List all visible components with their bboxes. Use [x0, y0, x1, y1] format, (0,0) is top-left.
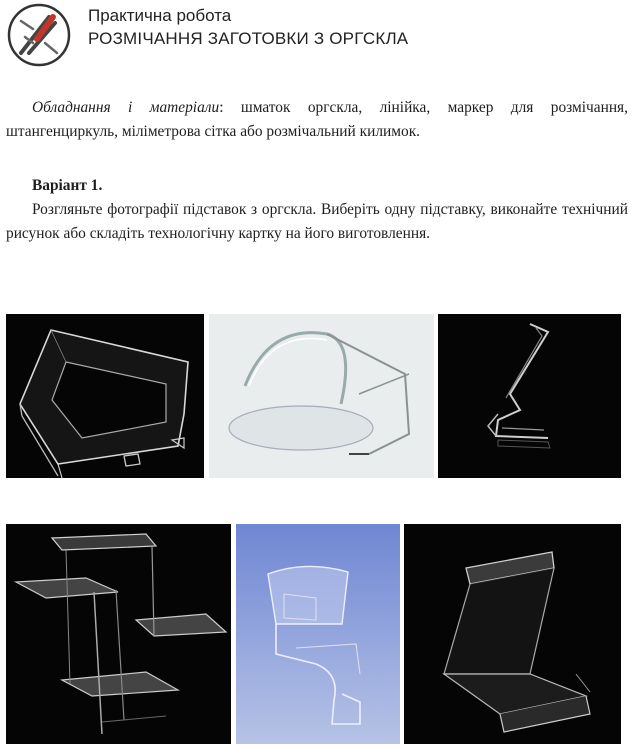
variant-text: Розгляньте фотографії підставок з оргскла. Виберіть одну підставку, виконайте технічний рисунок або складіть технологічну картку на його виготовлення.	[6, 201, 628, 242]
tiered-stand-photo	[6, 524, 231, 744]
book-stand-photo	[404, 524, 621, 744]
materials-text: : шматок оргскла, лінійка, маркер для розмічання, штангенциркуль, міліметрова сітка або розмічальний килимок.	[6, 99, 628, 140]
materials-paragraph	[6, 96, 628, 144]
arch-stand-photo	[209, 314, 434, 478]
tablet-stand-photo	[6, 314, 204, 478]
phone-stand-photo	[438, 314, 621, 478]
worksheet-title: РОЗМІЧАННЯ ЗАГОТОВКИ З ОРГСКЛА	[88, 29, 409, 48]
chair-stand-photo	[236, 524, 400, 744]
worksheet-subtitle: Практична робота	[88, 6, 232, 25]
variant-section	[6, 174, 628, 246]
materials-label: Обладнання і матеріали	[32, 99, 220, 116]
tools-icon	[7, 3, 71, 67]
variant-title: Варіант 1.	[32, 177, 103, 194]
